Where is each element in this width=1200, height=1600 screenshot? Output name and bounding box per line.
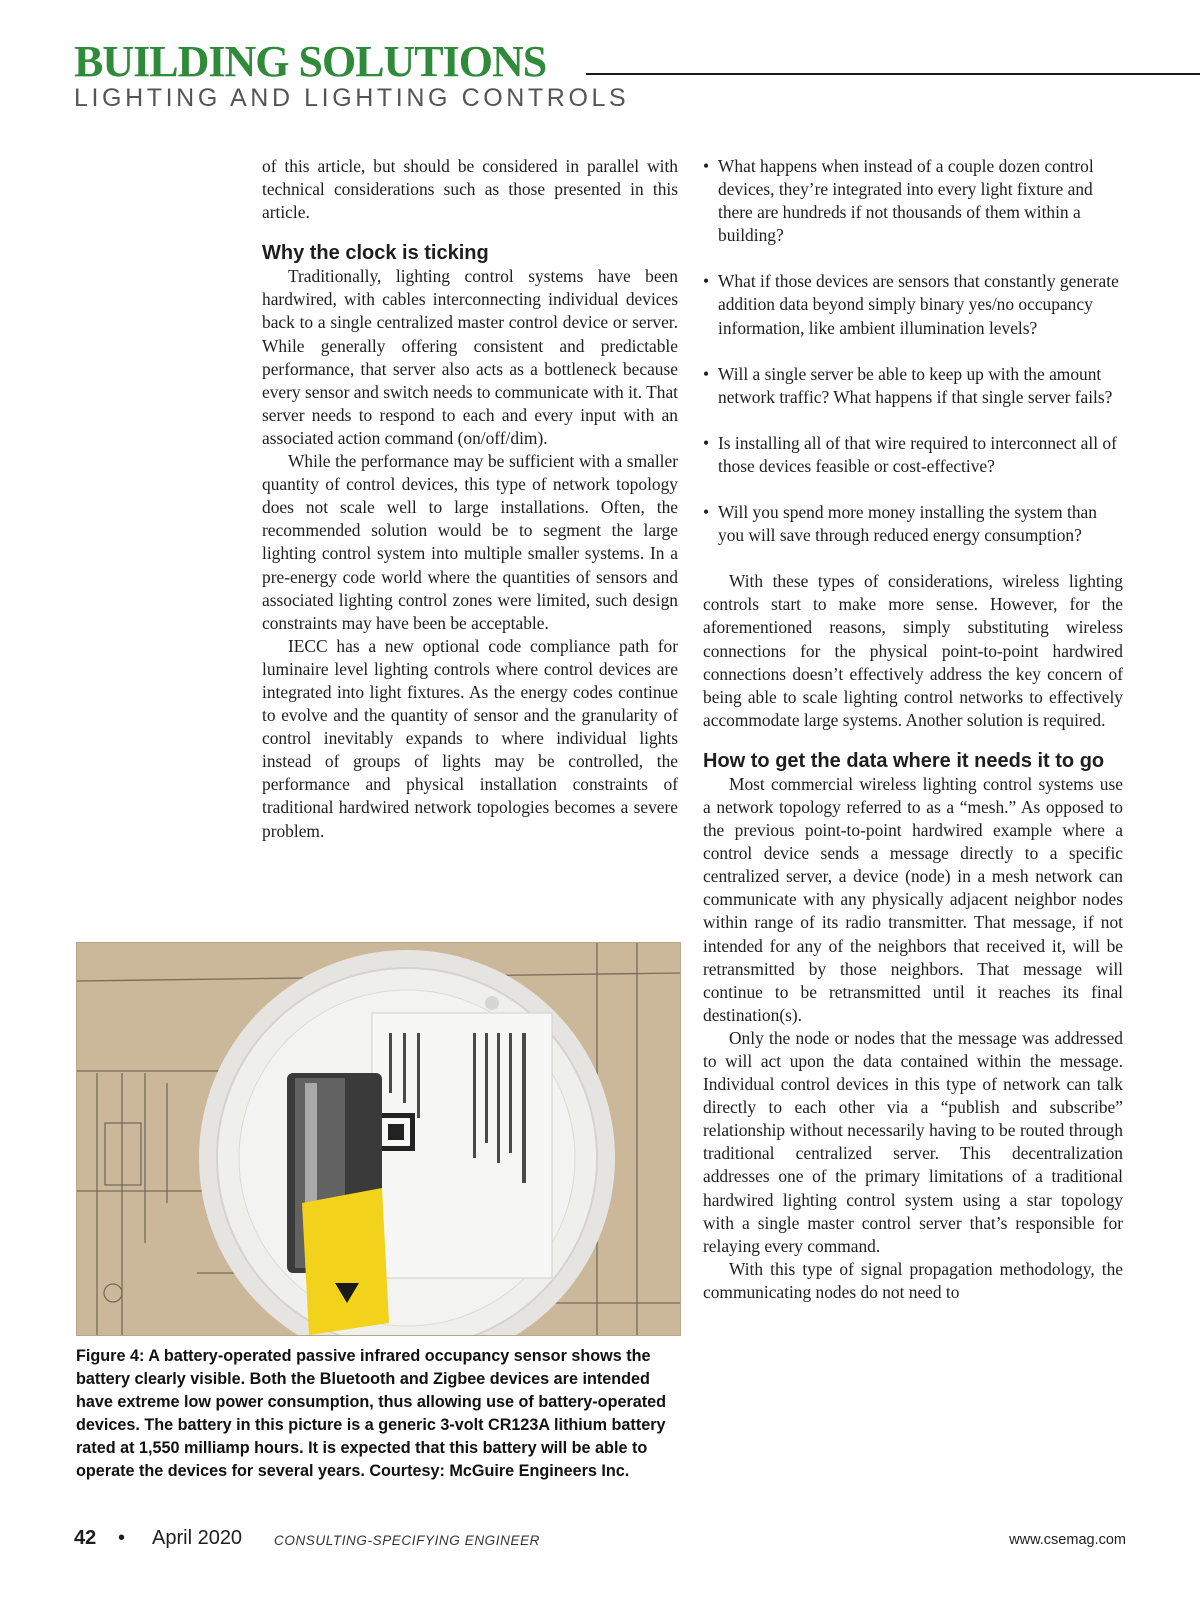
publication-name: CONSULTING-SPECIFYING ENGINEER (274, 1533, 541, 1548)
body-paragraph: With these types of considerations, wireless lighting controls start to make more sense. However, for the aforementioned reasons, simply substituting wireless connections for the physical point-to-point hardwired connections doesn’t effectively address the key concern of being able to scale lighting control networks to effectively accommodate large systems. Another solution is required. (703, 571, 1123, 730)
list-item: • Will a single server be able to keep up with the amount network traffic? What happens if that single server fails? (703, 363, 1123, 409)
website-link[interactable]: www.csemag.com (1009, 1532, 1126, 1548)
body-paragraph: Most commercial wireless lighting control systems use a network topology referred to as a “mesh.” As opposed to the previous point-to-point hardwired example where a control device sends a message directly to a specific centralized server, a device (node) in a mesh network can communicate with any physically adjacent neighbor nodes within range of its radio transmitter. That message, if not intended for any of the neighbors that received it, will be retransmitted by those neighbors. That message will continue to be retransmitted until it reaches its final destination(s). (703, 773, 1123, 1025)
footer-separator: • (118, 1527, 126, 1549)
intro-paragraph: of this article, but should be considered in parallel with technical considerations such as those presented in this article. (262, 156, 678, 223)
header-rule (586, 73, 1200, 75)
question-list (703, 155, 1123, 547)
section-title: BUILDING SOLUTIONS (74, 37, 547, 86)
issue-date: April 2020 (152, 1527, 243, 1549)
page-footer (74, 1527, 1126, 1557)
section-subtitle: LIGHTING AND LIGHTING CONTROLS (74, 84, 630, 112)
body-paragraph: While the performance may be sufficient with a smaller quantity of control devices, this type of network topology does not scale well to large installations. Often, the recommended solution would be to segment the large lighting control system into multiple smaller systems. In a pre-energy code world where the quantities of sensors and associated lighting control zones were limited, such design constraints may have been be acceptable. (262, 451, 678, 633)
page-number: 42 (74, 1527, 97, 1549)
body-paragraph: With this type of signal propagation methodology, the communicating nodes do not need to (703, 1258, 1123, 1302)
right-column (703, 155, 1123, 1304)
list-item: • Will you spend more money installing the system than you will save through reduced energy consumption? (703, 501, 1123, 547)
body-paragraph: IECC has a new optional code compliance path for luminaire level lighting controls where control devices are integrated into light fixtures. As the energy codes continue to evolve and the quantity of sensor and the granularity of control inevitably expands to where individual lights instead of groups of lights may be controlled, the performance and physical installation constraints of traditional hardwired network topologies becomes a severe problem. (262, 635, 678, 841)
figure-caption: Figure 4: A battery-operated passive infrared occupancy sensor shows the battery clearly visible. Both the Bluetooth and Zigbee devices are intended have extreme low power consumption, thus allowing use of battery-operated devices. The battery in this picture is a generic 3-volt CR123A lithium battery rated at 1,550 milliamp hours. It is expected that this battery will be able to operate the devices for several years. Courtesy: McGuire Engineers Inc. (76, 1347, 667, 1480)
section-heading-clock: Why the clock is ticking (262, 242, 489, 265)
sensor-photo-illustration (77, 943, 680, 1335)
left-column (262, 155, 678, 843)
figure-photo (76, 942, 681, 1336)
list-item: • What happens when instead of a couple dozen control devices, they’re integrated into every light fixture and there are hundreds if not thousands of them within a building? (703, 155, 1123, 247)
section-heading-data: How to get the data where it needs it to go (703, 749, 1105, 772)
list-item: • Is installing all of that wire required to interconnect all of those devices feasible or cost-effective? (703, 432, 1123, 478)
list-item: • What if those devices are sensors that constantly generate addition data beyond simply binary yes/no occupancy information, like ambient illumination levels? (703, 270, 1123, 339)
body-paragraph: Traditionally, lighting control systems have been hardwired, with cables interconnecting individual devices back to a single centralized master control device or server. While generally offering consistent and predictable performance, that server also acts as a bottleneck because every sensor and switch needs to communicate with it. That server needs to respond to each and every input with an associated action command (on/off/dim). (262, 266, 678, 448)
body-paragraph: Only the node or nodes that the message was addressed to will act upon the data contained within the message. Individual control devices in this type of network can talk directly to each other via a “publish and subscribe” relationship without necessarily having to be routed through traditional centralized server. This decentralization addresses one of the primary limitations of a traditional hardwired lighting control system using a star topology with a single master control server that’s responsible for relaying every command. (703, 1027, 1123, 1256)
